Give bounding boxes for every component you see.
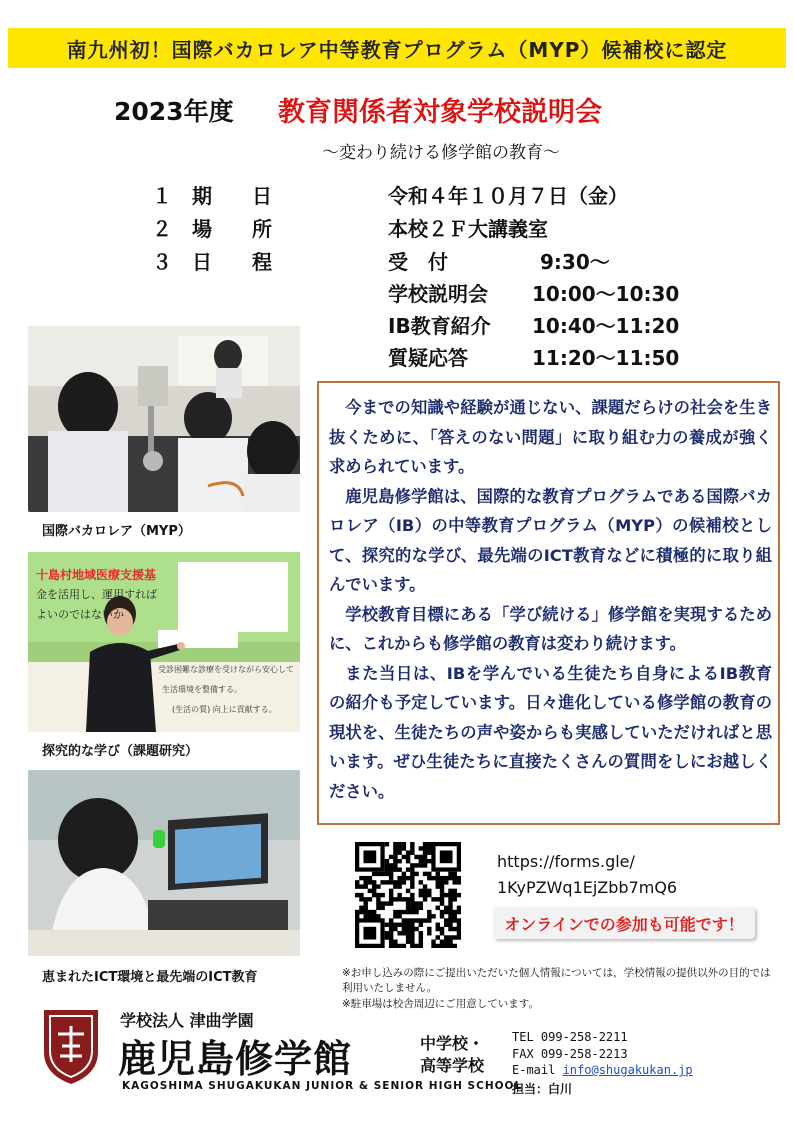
place-value: 本校２Ｆ大講義室	[388, 217, 548, 241]
slide-text: 生活環境を整備する。	[162, 685, 242, 694]
school-crest	[40, 1006, 102, 1086]
photo-caption: 恵まれたICT環境と最先端のICT教育	[42, 970, 258, 985]
place-label: ２ 場 所	[152, 217, 272, 241]
classroom-illustration	[28, 326, 300, 512]
slide-text: 金を活用し、運用すれば	[36, 588, 157, 601]
date-value: 令和４年１０月７日（金）	[388, 184, 628, 208]
schedule-time: 10:40～11:20	[532, 314, 680, 338]
photo-caption: 探究的な学び（課題研究）	[42, 744, 199, 759]
slide-text: よいのではないか	[36, 608, 124, 621]
schedule-time: 10:00～10:30	[532, 282, 680, 306]
parking-note: ※駐車場は校舎周辺にご用意しています。	[342, 998, 539, 1010]
message-paragraph: 今までの知識や経験が通じない、課題だらけの社会を生き抜くために、「答えのない問題」に取り組む力の養成が強く求められています。	[329, 398, 772, 476]
schedule-item: IB教育紹介	[388, 314, 491, 338]
schedule-time: 9:30～	[540, 250, 610, 274]
registration-url[interactable]: https://forms.gle/	[497, 852, 635, 871]
schedule-item: 受 付	[388, 250, 448, 274]
shield-icon	[40, 1006, 102, 1086]
privacy-note: ※お申し込みの際にご提出いただいた個人情報については，学校情報の提供以外の目的では利用いたしません。	[342, 967, 771, 994]
contact-person: 担当：白川	[512, 1082, 573, 1096]
email-label: E-mail	[512, 1063, 563, 1077]
message-paragraph: 鹿児島修学館は、国際的な教育プログラムである国際バカロレア（IB）の中等教育プログラム（MYP）の候補校として、探究的な学び、最先端のICT教育などに積極的に取り組んでいます。	[329, 486, 772, 594]
photo-ict	[28, 770, 300, 956]
schedule-item: 学校説明会	[388, 282, 488, 306]
title-main: 教育関係者対象学校説明会	[278, 97, 602, 128]
ict-illustration	[28, 770, 300, 956]
email-link[interactable]: info@shugakukan.jp	[562, 1063, 693, 1077]
qr-code[interactable]	[355, 842, 461, 948]
school-name: 鹿児島修学館	[118, 1037, 353, 1081]
online-badge	[493, 907, 755, 939]
top-banner	[8, 28, 786, 68]
photo-classroom	[28, 326, 300, 512]
title-year: 2023年度	[114, 97, 234, 126]
date-label: １ 期 日	[152, 184, 272, 208]
school-corporation: 学校法人 津曲学園	[120, 1011, 254, 1030]
contact-email-row	[512, 1063, 693, 1077]
slide-text: 受診困難な診療を受けながら安心して	[158, 665, 294, 674]
photo-presentation	[28, 552, 300, 732]
schedule-time: 11:20～11:50	[532, 346, 680, 370]
qr-code-icon	[355, 842, 461, 948]
subtitle: ～変わり続ける修学館の教育～	[322, 143, 560, 163]
slide-text: (生活の質) 向上に貢献する。	[172, 705, 277, 714]
message-box	[317, 381, 780, 825]
slide-text: 十島村地域医療支援基	[36, 568, 157, 582]
school-level: 高等学校	[420, 1056, 485, 1075]
message-paragraph: また当日は、IBを学んでいる生徒たち自身によるIB教育の紹介も予定しています。日々進化している修学館の教育の現状を、生徒たちの声や姿からも実感していただければと思います。ぜひ生徒たちに直接たくさんの質問をしにお越しください。	[329, 663, 772, 801]
registration-url[interactable]: 1KyPZWq1EjZbb7mQ6	[497, 878, 678, 897]
contact-tel: TEL 099-258-2211	[512, 1030, 628, 1044]
banner-text: 南九州初！国際バカロレア中等教育プログラム（MYP）候補校に認定	[66, 37, 728, 62]
schedule-label: ３ 日 程	[152, 250, 272, 274]
message-paragraph: 学校教育目標にある「学び続ける」修学館を実現するために、これからも修学館の教育は変わり続けます。	[329, 604, 772, 653]
schedule-item: 質疑応答	[388, 346, 468, 370]
school-name-english: KAGOSHIMA SHUGAKUKAN JUNIOR & SENIOR HIGH SCHOOL	[122, 1080, 523, 1092]
online-text: オンラインでの参加も可能です！	[504, 914, 744, 934]
photo-caption: 国際バカロレア（MYP）	[42, 524, 191, 539]
contact-fax: FAX 099-258-2213	[512, 1047, 628, 1061]
school-level: 中学校・	[420, 1034, 485, 1053]
